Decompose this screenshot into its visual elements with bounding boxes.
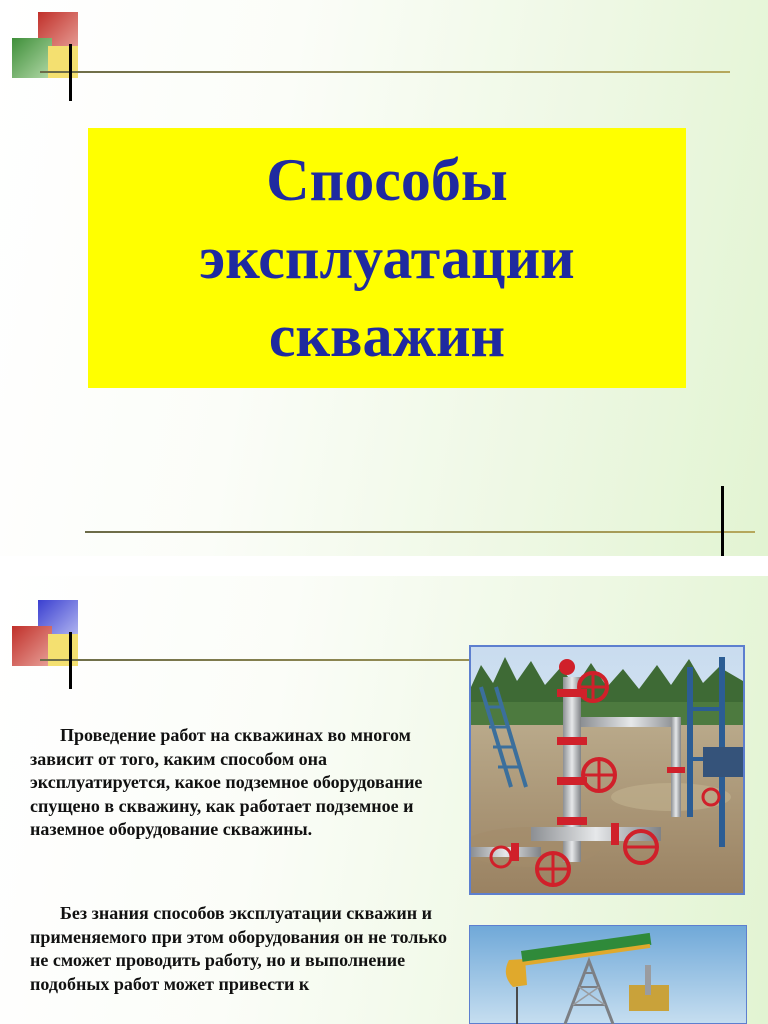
pumpjack-illustration	[469, 925, 747, 1024]
decor-tick-top	[69, 632, 72, 689]
paragraph-2: Без знания способов эксплуатации скважин и применяемого при этом оборудования он не только не сможет проводить работу, но и выполнение подобных работ может привести к	[30, 903, 448, 994]
decor-square-yellow	[48, 46, 78, 78]
paragraph-1: Проведение работ на скважинах во многом зависит от того, каким способом она эксплуатируется, какое подземное оборудование спущено в скважину, как работает подземное и наземное оборудование скважины.	[30, 725, 423, 840]
decor-line-bottom	[85, 531, 755, 533]
wellhead-illustration	[471, 647, 743, 893]
decor-square-yellow	[48, 634, 78, 666]
decor-line-top	[40, 71, 730, 73]
wellhead-photo	[469, 645, 745, 895]
decor-tick-bottom	[721, 486, 724, 556]
decor-tick-top	[69, 44, 72, 101]
pumpjack-photo	[469, 925, 747, 1024]
title-box	[88, 128, 686, 388]
slide-title: Способы эксплуатации скважин	[199, 147, 575, 369]
